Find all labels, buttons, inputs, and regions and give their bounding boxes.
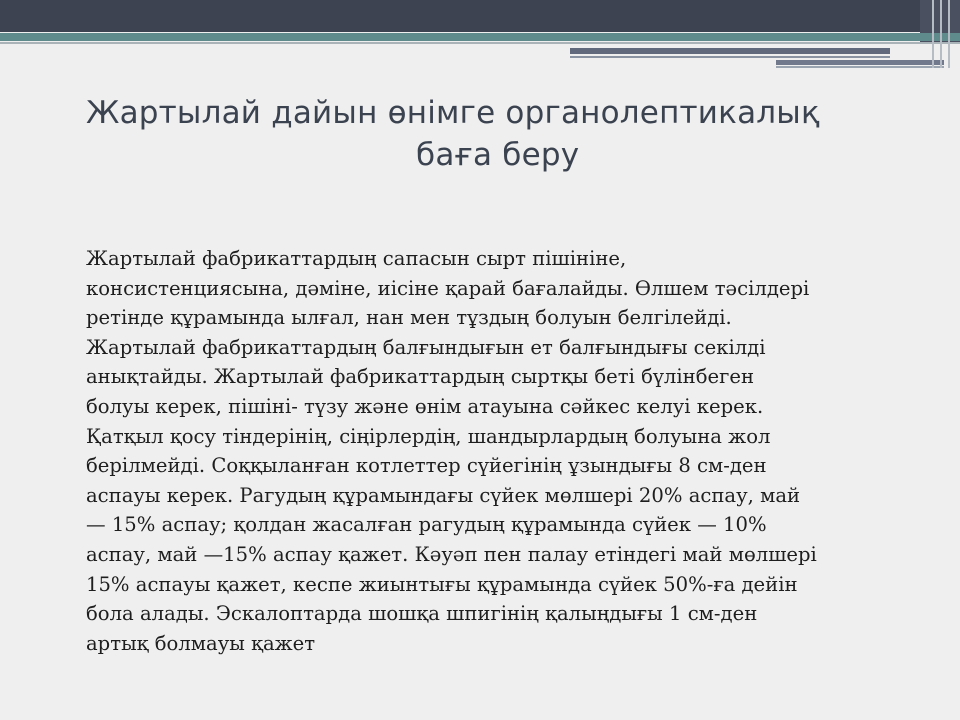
body-line: Жартылай фабрикаттардың сапасын сырт пішініне, (86, 247, 627, 270)
body-line: анықтайды. Жартылай фабрикаттардың сыртқы беті бүлінбеген (86, 365, 755, 389)
slide-body-text (86, 244, 916, 658)
body-line: бола алады. Эскалоптарда шошқа шпигінің қалыңдығы 1 см-ден (86, 602, 758, 626)
slide-title-line-1: Жартылай дайын өнімге органолептикалық (86, 95, 820, 131)
body-line: консистенциясына, дәміне, иісіне қарай бағалайды. Өлшем тәсілдері (86, 276, 810, 300)
body-line: аспауы керек. Рагудың құрамындағы сүйек мөлшері 20% аспау, май (86, 483, 801, 507)
body-line: артық болмауы қажет (86, 631, 316, 655)
body-line: Жартылай фабрикаттардың балғындығын ет балғындығы секілді (86, 335, 766, 359)
decor-vertical-line (948, 0, 950, 68)
header-band (0, 0, 960, 32)
decor-bar-thin (570, 56, 890, 58)
decor-bar-short-thin (776, 66, 944, 68)
body-line: ретінде құрамында ылғал, нан мен тұздың болуын белгілейді. (86, 306, 732, 330)
decor-bar (570, 48, 890, 54)
body-line: аспау, май —15% аспау қажет. Кәуәп пен палау етіндегі май мөлшері (86, 542, 817, 566)
slide-title (86, 92, 866, 176)
teal-accent-bar (0, 33, 960, 41)
header-divider-line (0, 42, 960, 44)
slide-title-line-2: баға беру (416, 137, 580, 173)
body-line: — 15% аспау; қолдан жасалған рагудың құрамында сүйек — 10% (86, 513, 767, 537)
body-line: берілмейді. Соққыланған котлеттер сүйегінің ұзындығы 8 см-ден (86, 454, 767, 478)
body-line: 15% аспауы қажет, кеспе жиынтығы құрамында сүйек 50%-ға дейін (86, 572, 798, 596)
decor-bar-short (776, 60, 944, 65)
body-line: болуы керек, пішіні- түзу және өнім атауына сәйкес келуі керек. (86, 394, 764, 418)
body-line: Қатқыл қосу тіндерінің, сіңірлердің, шандырлардың болуына жол (86, 424, 771, 448)
decor-vertical-line (932, 0, 934, 68)
decor-vertical-line (940, 0, 942, 68)
